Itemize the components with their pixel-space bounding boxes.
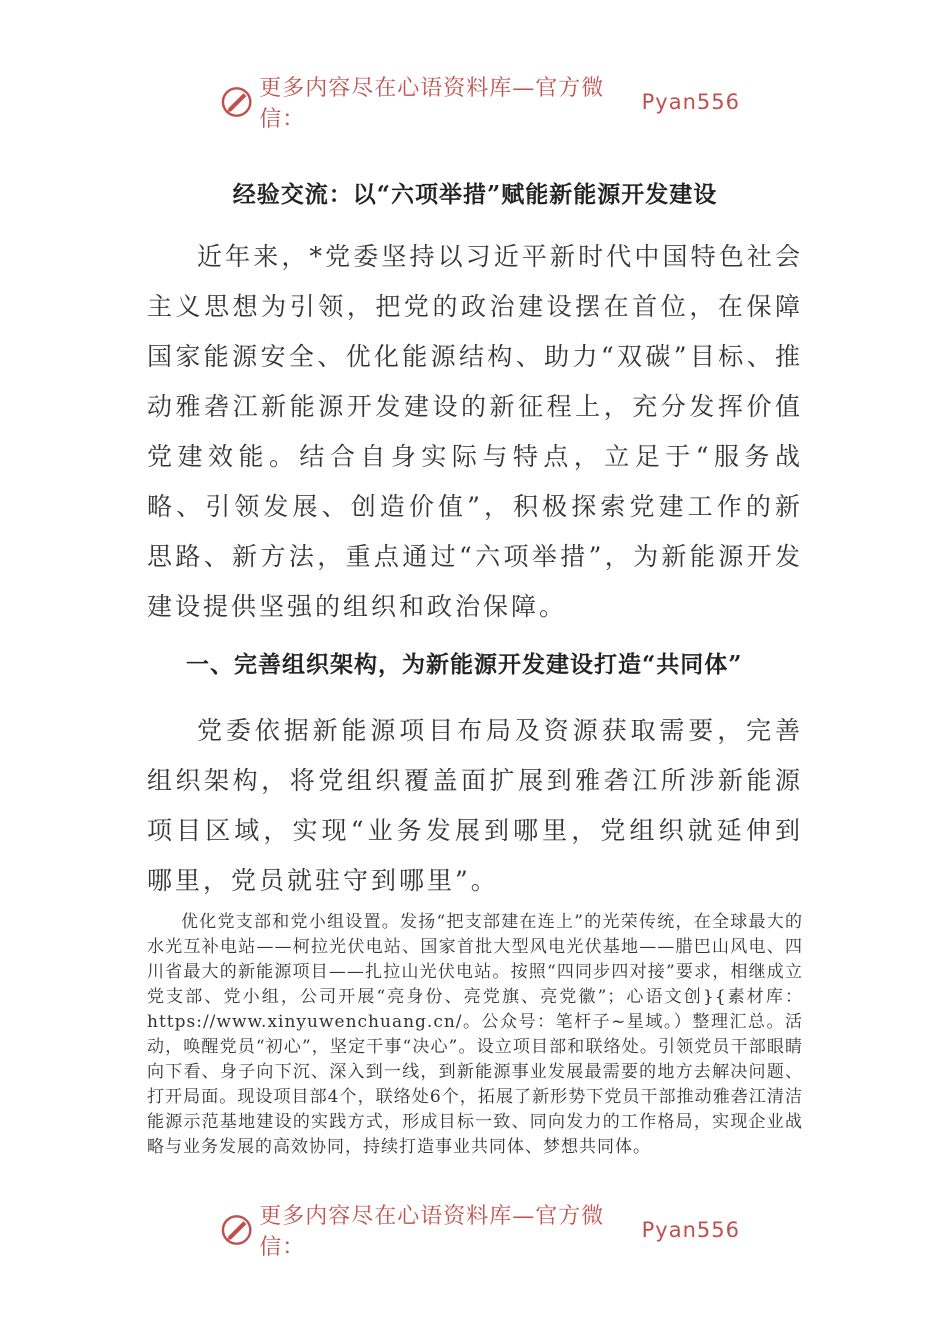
watermark-text: 更多内容尽在心语资料库—官方微信： [259, 76, 605, 132]
pen-logo-icon [220, 85, 253, 119]
watermark-wechat-id: Pyan556 [641, 1218, 740, 1242]
section-1-detail: 优化党支部和党小组设置。发扬“把支部建在连上”的光荣传统，在全球最大的水光互补电站——柯拉光伏电站、国家首批大型风电光伏基地——腊巴山风电、四川省最大的新能源项目——扎拉山光伏电站。按照“四同步四对接”要求，相继成立党支部、党小组，公司开展“亮身份、亮党旗、亮党徽”；心语文创}{素材库：https://www.xinyuwenchuang.cn/。公众号：笔杆子~星域。）整理汇总。活动，唤醒党员“初心”，坚定干事“决心”。设立项目部和联络处。引领党员干部眼睛向下看、身子向下沉、深入到一线，到新能源事业发展最需要的地方去解决问题、打开局面。现设项目部4个，联络处6个，拓展了新形势下党员干部推动雅砻江清洁能源示范基地建设的实践方式，形成目标一致、同向发力的工作格局，实现企业战略与业务发展的高效协同，持续打造事业共同体、梦想共同体。 [147, 912, 803, 1157]
header-watermark [220, 76, 740, 132]
intro-paragraph: 近年来，*党委坚持以习近平新时代中国特色社会主义思想为引领，把党的政治建设摆在首位，在保障国家能源安全、优化能源结构、助力“双碳”目标、推动雅砻江新能源开发建设的新征程上，充分发挥价值党建效能。结合自身实际与特点，立足于“服务战略、引领发展、创造价值”，积极探索党建工作的新思路、新方法，重点通过“六项举措”，为新能源开发建设提供坚强的组织和政治保障。 [147, 242, 803, 621]
section-1-heading: 一、完善组织架构，为新能源开发建设打造“共同体” [186, 651, 743, 678]
pen-logo-icon [220, 1213, 253, 1247]
section-1-paragraph: 党委依据新能源项目布局及资源获取需要，完善组织架构，将党组织覆盖面扩展到雅砻江所涉新能源项目区域，实现“业务发展到哪里，党组织就延伸到哪里，党员就驻守到哪里”。 [147, 716, 803, 895]
watermark-wechat-id: Pyan556 [641, 90, 740, 114]
footer-watermark [220, 1204, 740, 1260]
document-title: 经验交流：以“六项举措”赋能新能源开发建设 [232, 181, 718, 208]
watermark-text: 更多内容尽在心语资料库—官方微信： [259, 1204, 605, 1260]
